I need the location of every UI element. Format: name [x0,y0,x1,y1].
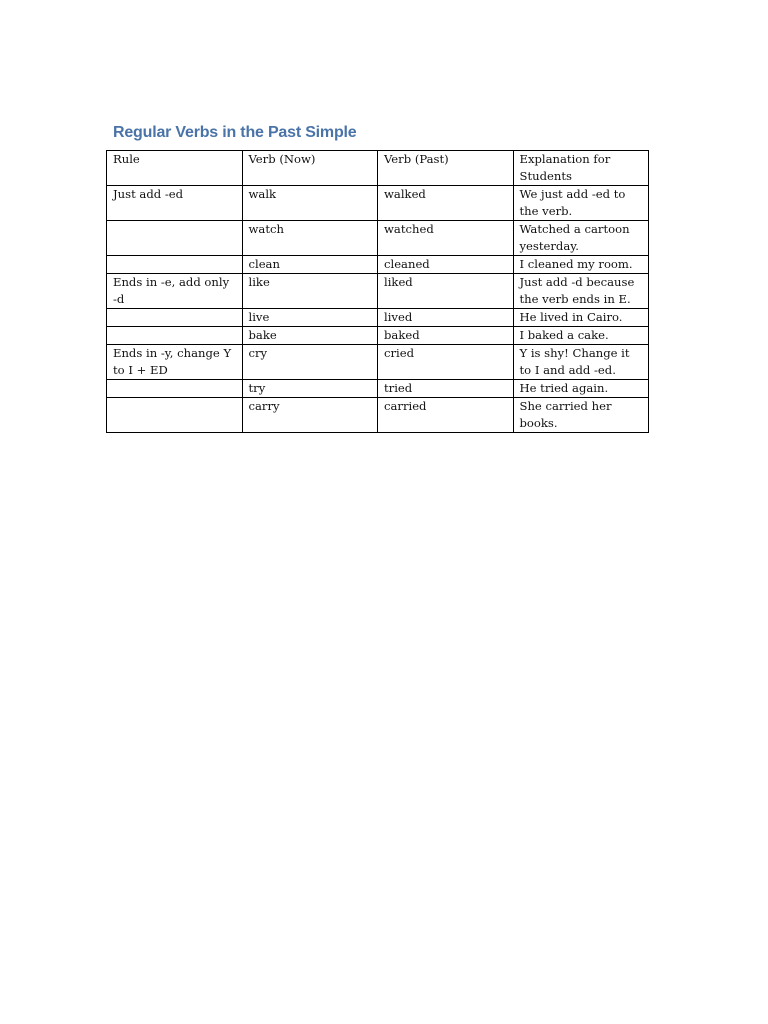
rule-cell [107,221,243,256]
table-row [107,256,649,274]
rule-cell: Ends in -y, change Y to I + ED [107,345,243,380]
explanation-cell: He lived in Cairo. [513,309,649,327]
table-row [107,309,649,327]
explanation-cell: Watched a cartoon yesterday. [513,221,649,256]
verb-past-cell: lived [378,309,514,327]
header-cell-verb-now: Verb (Now) [242,151,378,186]
rule-cell [107,380,243,398]
verb-past-cell: tried [378,380,514,398]
table-row [107,221,649,256]
table-row [107,327,649,345]
rule-cell [107,309,243,327]
verb-now-cell: like [242,274,378,309]
explanation-cell: I cleaned my room. [513,256,649,274]
table-row [107,380,649,398]
verb-now-cell: walk [242,186,378,221]
verb-now-cell: clean [242,256,378,274]
header-cell-rule: Rule [107,151,243,186]
verb-now-cell: cry [242,345,378,380]
rule-cell [107,398,243,433]
rule-cell: Ends in -e, add only -d [107,274,243,309]
verb-past-cell: carried [378,398,514,433]
verb-past-cell: baked [378,327,514,345]
header-cell-explanation: Explanation for Students [513,151,649,186]
verb-now-cell: live [242,309,378,327]
explanation-cell: I baked a cake. [513,327,649,345]
explanation-cell: Y is shy! Change it to I and add -ed. [513,345,649,380]
verbs-table [106,150,649,433]
rule-cell: Just add -ed [107,186,243,221]
table-header-row [107,151,649,186]
explanation-cell: He tried again. [513,380,649,398]
verb-now-cell: try [242,380,378,398]
verb-now-cell: carry [242,398,378,433]
verb-past-cell: cleaned [378,256,514,274]
verb-past-cell: cried [378,345,514,380]
table-row [107,345,649,380]
verb-past-cell: walked [378,186,514,221]
table-row [107,398,649,433]
header-cell-verb-past: Verb (Past) [378,151,514,186]
table-row [107,186,649,221]
explanation-cell: Just add -d because the verb ends in E. [513,274,649,309]
table-row [107,274,649,309]
verb-past-cell: liked [378,274,514,309]
verb-past-cell: watched [378,221,514,256]
verb-now-cell: watch [242,221,378,256]
verb-now-cell: bake [242,327,378,345]
rule-cell [107,256,243,274]
explanation-cell: She carried her books. [513,398,649,433]
explanation-cell: We just add -ed to the verb. [513,186,649,221]
rule-cell [107,327,243,345]
document-title: Regular Verbs in the Past Simple [113,124,357,141]
